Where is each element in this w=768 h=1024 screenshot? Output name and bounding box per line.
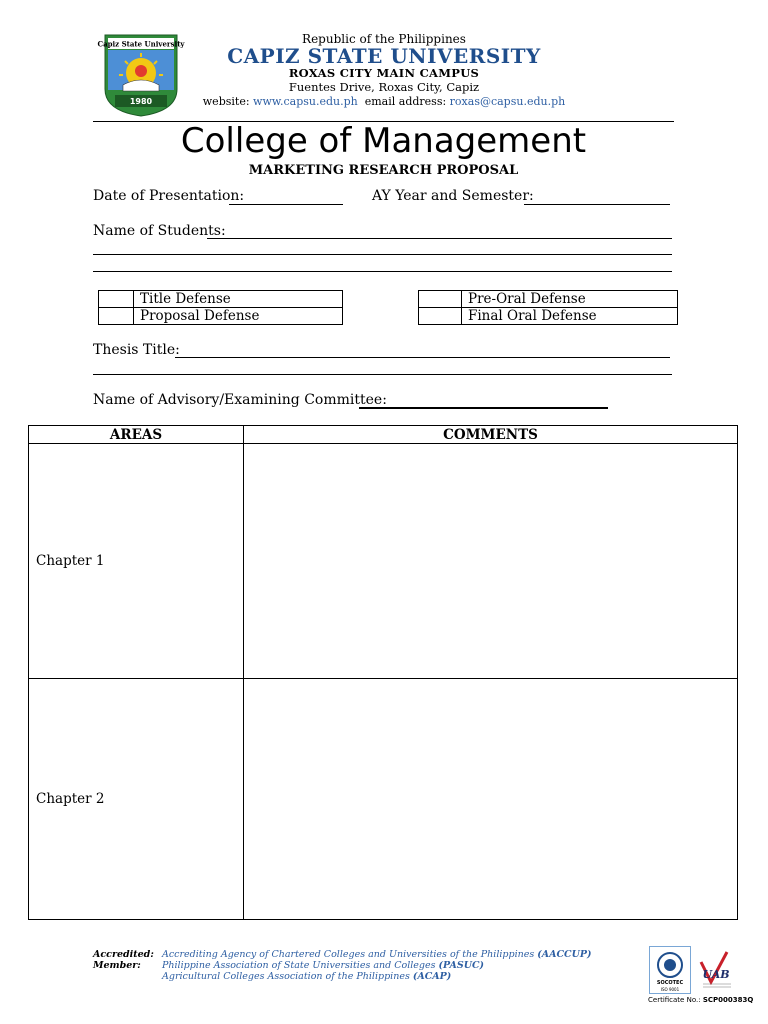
accredited-label: Accredited: — [93, 949, 154, 960]
ay-field[interactable] — [524, 204, 670, 205]
committee-label: Name of Advisory/Examining Committee: — [93, 392, 387, 408]
option-final-oral-defense: Final Oral Defense — [462, 308, 678, 325]
thesis-label: Thesis Title: — [93, 342, 180, 358]
iso-label: ISO 9001 — [660, 987, 680, 992]
republic-line: Republic of the Philippines — [302, 32, 466, 46]
comment-chapter-1[interactable] — [244, 444, 738, 679]
defense-type-right — [418, 290, 678, 325]
table-row — [29, 679, 738, 920]
option-pre-oral-defense: Pre-Oral Defense — [462, 291, 678, 308]
area-chapter-2: Chapter 2 — [29, 679, 244, 920]
students-label: Name of Students: — [93, 223, 226, 239]
option-proposal-defense: Proposal Defense — [134, 308, 343, 325]
campus-name: ROXAS CITY MAIN CAMPUS — [288, 66, 480, 80]
thesis-field-1[interactable] — [175, 357, 670, 358]
option-title-defense: Title Defense — [134, 291, 343, 308]
students-field-3[interactable] — [93, 271, 672, 272]
footer-line-aaccup: Accrediting Agency of Chartered Colleges and Universities of the Philippines (AACCUP) — [162, 949, 592, 960]
defense-type-left — [98, 290, 343, 325]
website-link[interactable]: www.capsu.edu.ph — [253, 95, 358, 108]
area-chapter-1: Chapter 1 — [29, 444, 244, 679]
checkbox-final-oral-defense[interactable] — [419, 308, 462, 325]
university-name: CAPIZ STATE UNIVERSITY — [227, 44, 541, 68]
socotec-badge — [649, 946, 691, 994]
email-link[interactable]: roxas@capsu.edu.ph — [449, 95, 566, 108]
footer-line-pasuc: Philippine Association of State Universities and Colleges (PASUC) — [162, 960, 485, 971]
checkbox-title-defense[interactable] — [99, 291, 134, 308]
comment-chapter-2[interactable] — [244, 679, 738, 920]
evaluation-table — [28, 425, 738, 920]
certificate-number: Certificate No.: SCP000383Q — [648, 996, 754, 1004]
ay-label: AY Year and Semester: — [372, 188, 534, 204]
logo-text: Capiz State University — [97, 39, 185, 49]
form-subtitle: MARKETING RESEARCH PROPOSAL — [248, 163, 519, 178]
students-field-2[interactable] — [93, 254, 672, 255]
date-field[interactable] — [229, 204, 343, 205]
committee-field[interactable] — [359, 407, 608, 409]
logo-year: 1980 — [129, 97, 153, 106]
header-areas: AREAS — [29, 426, 244, 444]
checkbox-proposal-defense[interactable] — [99, 308, 134, 325]
students-field-1[interactable] — [207, 238, 672, 239]
checkbox-pre-oral-defense[interactable] — [419, 291, 462, 308]
website-label: website: — [202, 95, 250, 108]
uab-badge — [695, 948, 737, 994]
thesis-field-2[interactable] — [93, 374, 672, 375]
uab-label: UAB — [702, 968, 730, 981]
socotec-label: SOCOTEC — [656, 980, 684, 986]
member-label: Member: — [93, 960, 141, 971]
contact-line — [200, 95, 568, 108]
table-header — [29, 426, 738, 444]
campus-address: Fuentes Drive, Roxas City, Capiz — [288, 80, 480, 94]
header-comments: COMMENTS — [244, 426, 738, 444]
university-logo — [97, 33, 185, 117]
date-label: Date of Presentation: — [93, 188, 245, 204]
footer-line-acap: Agricultural Colleges Association of the Philippines (ACAP) — [162, 971, 452, 982]
email-label: email address: — [364, 95, 447, 108]
college-title: College of Management — [180, 121, 587, 161]
table-row — [29, 444, 738, 679]
